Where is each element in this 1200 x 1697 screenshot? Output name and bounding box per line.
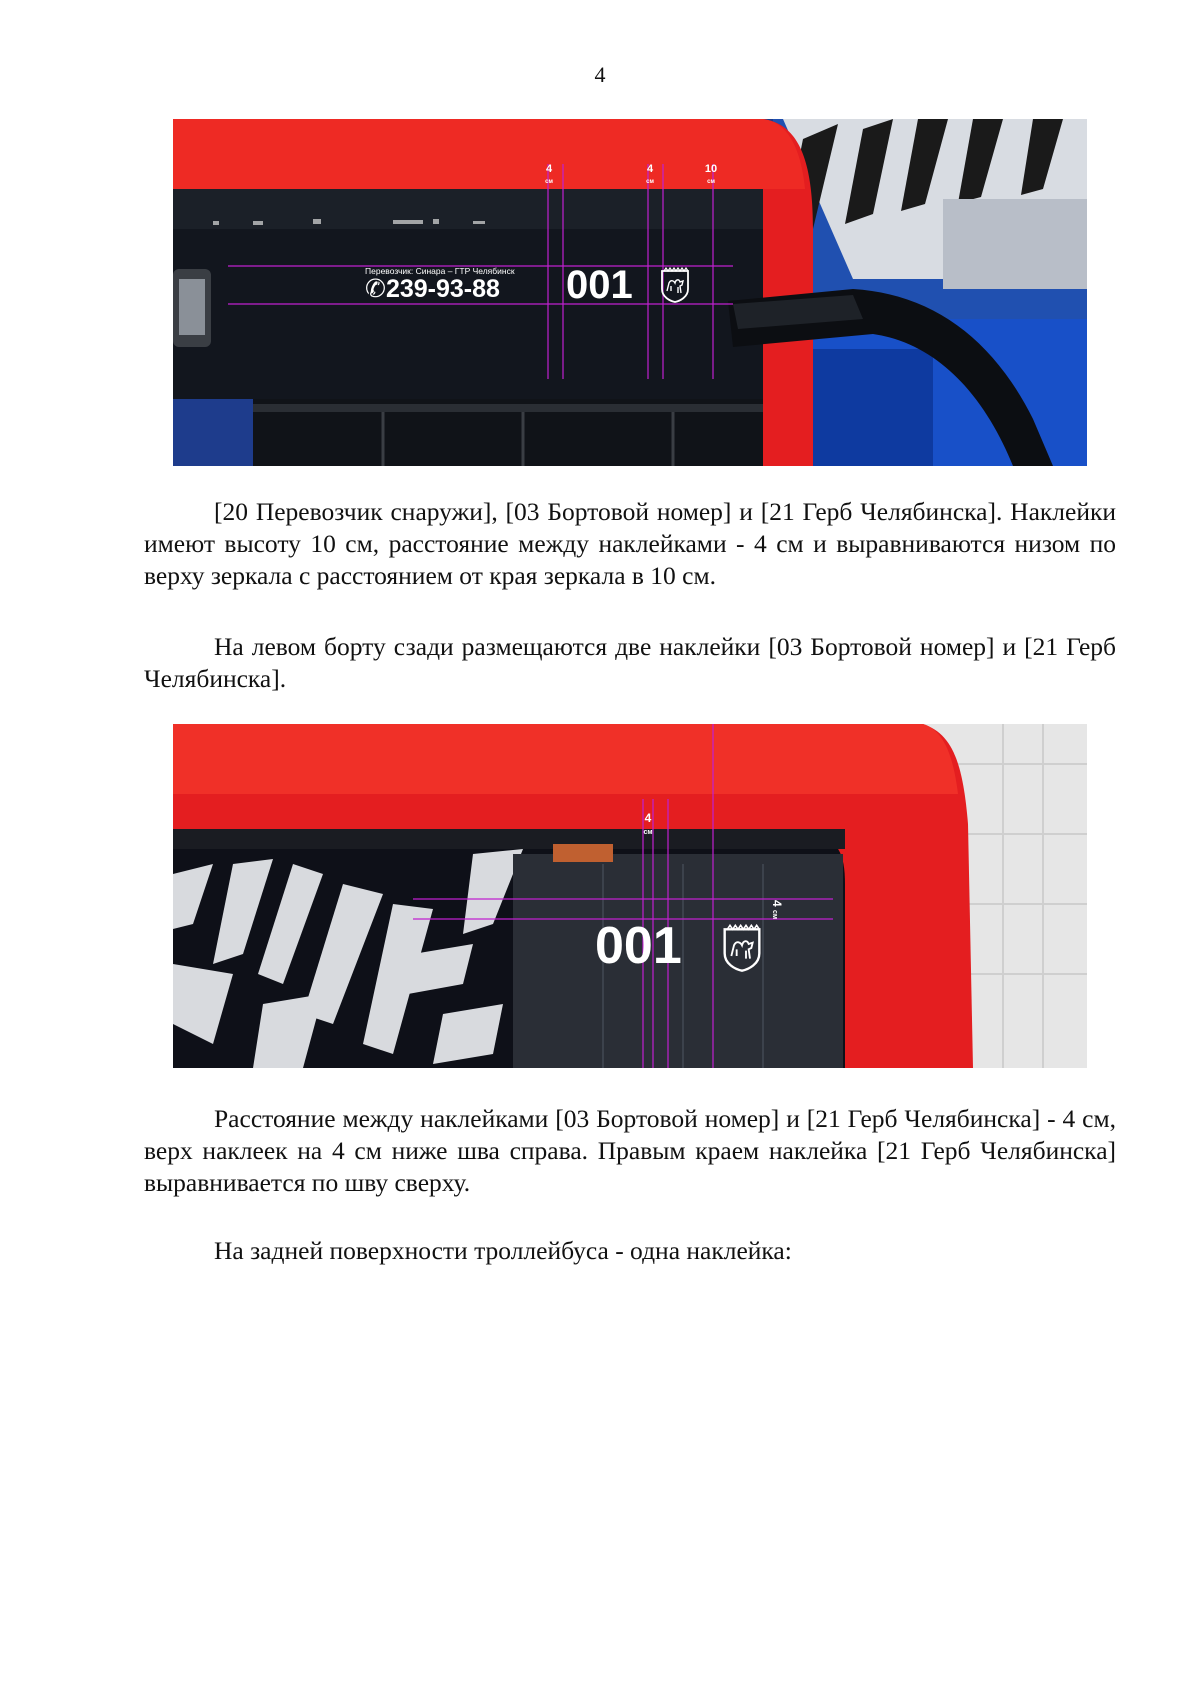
photo-left-rear-stickers <box>173 724 1087 1068</box>
paragraph-1 <box>144 496 1116 592</box>
paragraph-2-text: На левом борту сзади размещаются две наклейки [03 Бортовой номер] и [21 Герб Челябинска]. <box>144 632 1116 693</box>
dimension-unit: см <box>707 179 715 185</box>
phone-sticker <box>365 274 500 304</box>
board-number-sticker: 001 <box>566 263 633 307</box>
phone-icon: ✆ <box>365 275 386 303</box>
page-number: 4 <box>594 62 606 87</box>
dimension-label-top <box>641 812 655 839</box>
dimension-label-c <box>701 164 721 188</box>
paragraph-2 <box>144 631 1116 695</box>
dimension-value: 10 <box>704 163 718 175</box>
dimension-value: 4 <box>646 163 654 175</box>
paragraph-1-text: [20 Перевозчик снаружи], [03 Бортовой номер] и [21 Герб Челябинска]. Наклейки имеют высоту 10 см, расстояние между наклейками - 4 см и выравниваются низом по верху зеркала с расстоянием от края зеркала в 10 см. <box>144 497 1116 590</box>
coat-of-arms-icon <box>660 267 690 303</box>
dimension-unit: см <box>545 179 553 185</box>
dimension-unit: см <box>646 179 654 185</box>
paragraph-3-text: Расстояние между наклейками [03 Бортовой номер] и [21 Герб Челябинска] - 4 см, верх наклеек на 4 см ниже шва справа. Правым краем наклейка [21 Герб Челябинска] выравнивается по шву сверху. <box>144 1104 1116 1197</box>
board-number-sticker: 001 <box>595 917 682 975</box>
coat-of-arms-icon <box>722 924 762 972</box>
phone-number: 239-93-88 <box>385 275 500 303</box>
dimension-unit: см <box>771 910 778 920</box>
photo-front-side-stickers <box>173 119 1087 466</box>
dimension-value: 4 <box>644 811 652 825</box>
paragraph-3 <box>144 1103 1116 1199</box>
dimension-label-right <box>768 900 783 919</box>
carrier-label: Перевозчик: Синара – ГТР Челябинск <box>365 266 515 276</box>
dimension-unit: см <box>643 829 653 836</box>
dimension-label-b <box>643 164 657 188</box>
dimension-value: 4 <box>770 900 784 907</box>
paragraph-4 <box>144 1235 1116 1267</box>
dimension-value: 4 <box>545 163 553 175</box>
paragraph-4-text: На задней поверхности троллейбуса - одна наклейка: <box>214 1236 792 1265</box>
dimension-label-a <box>542 164 556 188</box>
